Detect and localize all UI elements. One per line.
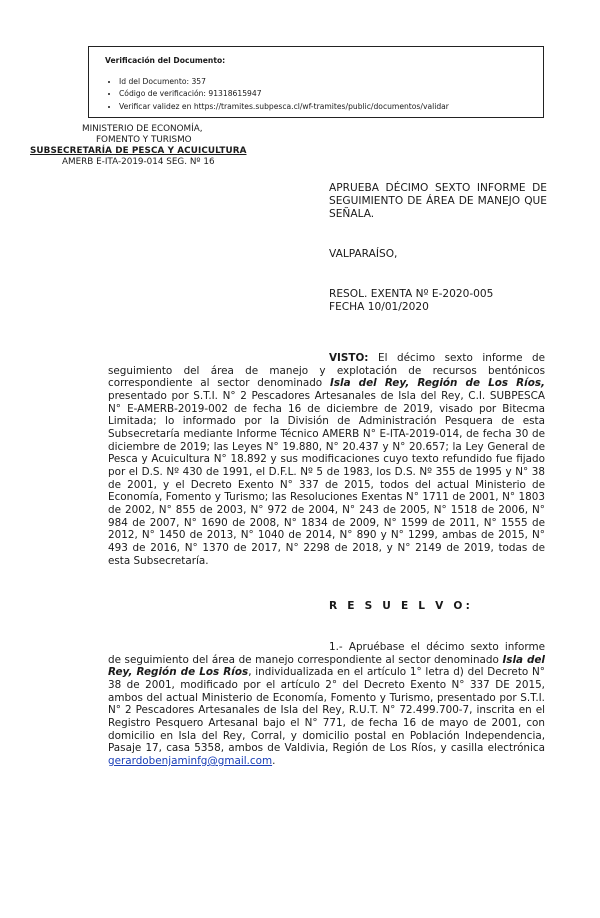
verification-url[interactable]: • Verificar validez en https://tramites.subpesca.cl/wf-tramites/public/documentos/validar bbox=[119, 101, 543, 114]
header-subsecretaria: SUBSECRETARÍA DE PESCA Y ACUICULTURA bbox=[30, 146, 247, 156]
visto-sector-name: Isla del Rey, Región de Los Ríos, bbox=[329, 377, 545, 390]
article-1-text-3: . bbox=[272, 754, 276, 767]
verification-title: Verificación del Documento: bbox=[105, 56, 226, 65]
verification-box bbox=[88, 46, 544, 118]
header-ministerio: MINISTERIO DE ECONOMÍA, bbox=[82, 124, 203, 134]
verification-id: • Id del Documento: 357 bbox=[119, 76, 543, 89]
visto-label: VISTO: bbox=[329, 352, 369, 364]
article-1-text-2: , individualizada en el artículo 1° letra d) del Decreto N° 38 de 2001, modificado por el artículo 2° del Decreto Exento N° 337 DE 2015, ambos del actual Ministerio de Economía, Fomento y Turismo, presentado por S.T.I. N° 2 Pescadores Artesanales de Isla del Rey, R.U.T. N° 72.499.700-7, inscrita en el Registro Pesquero Artesanal bajo el N° 771, de fecha 16 de mayo de 2001, con domicilio en Isla del Rey, Corral, y domicilio postal en Población Independencia, Pasaje 17, casa 5358, ambos de Valdivia, Región de Los Ríos, y casilla electrónica bbox=[108, 666, 545, 755]
resolution-number: RESOL. EXENTA Nº E-2020-005 bbox=[329, 288, 494, 300]
article-1-sector-name: Isla del Rey, Región de Los Ríos bbox=[108, 653, 545, 679]
header-fomento: FOMENTO Y TURISMO bbox=[96, 135, 192, 145]
visto-text-1: El décimo sexto informe de seguimiento del área de manejo y explotación de recursos bentónicos correspondiente al sector denominado bbox=[108, 352, 545, 390]
visto-paragraph bbox=[108, 352, 545, 567]
verification-list bbox=[105, 76, 543, 114]
verification-code: • Código de verificación: 91318615947 bbox=[119, 88, 543, 101]
header-amerb-ref: AMERB E-ITA-2019-014 SEG. Nº 16 bbox=[62, 157, 215, 167]
resuelvo-heading: R E S U E L V O: bbox=[329, 600, 474, 612]
resolution-date: FECHA 10/01/2020 bbox=[329, 301, 429, 313]
resolution-subject: APRUEBA DÉCIMO SEXTO INFORME DE SEGUIMIENTO DE ÁREA DE MANEJO QUE SEÑALA. bbox=[329, 182, 547, 220]
email-link[interactable]: gerardobenjaminfg@gmail.com bbox=[108, 754, 273, 767]
resolution-place: VALPARAÍSO, bbox=[329, 248, 398, 260]
article-1-text-1: 1.- Apruébase el décimo sexto informe de seguimiento del área de manejo correspondiente al sector denominado bbox=[108, 641, 545, 666]
article-1-paragraph bbox=[108, 641, 545, 768]
visto-text-2: presentado por S.T.I. N° 2 Pescadores Artesanales de Isla del Rey, C.I. SUBPESCA N° E-AMERB-2019-002 de fecha 16 de diciembre de 2019, visado por Bitecma Limitada; lo informado por la División de Administración Pesquera de esta Subsecretaría mediante Informe Técnico AMERB N° E-ITA-2019-014, de fecha 30 de diciembre de 2019; las Leyes N° 19.880, N° 20.437 y N° 20.657; la Ley General de Pesca y Acuicultura N° 18.892 y sus modificaciones cuyo texto refundido fue fijado por el D.S. Nº 430 de 1991, el D.F.L. Nº 5 de 1983, los D.S. Nº 355 de 1995 y N° 38 de 2001, y el Decreto Exento N° 337 de 2015, todos del actual Ministerio de Economía, Fomento y Turismo; las Resoluciones Exentas N° 1711 de 2001, N° 1803 de 2002, N° 855 de 2003, N° 972 de 2004, N° 243 de 2005, N° 1518 de 2006, N° 984 de 2007, N° 1690 de 2008, N° 1834 de 2009, N° 1599 de 2011, N° 1555 de 2012, N° 1450 de 2013, N° 1040 de 2014, N° 890 y N° 1299, ambas de 2015, N° 493 de 2016, N° 1370 de 2017, N° 2298 de 2018, y N° 2149 de 2019, todas de esta Subsecretaría. bbox=[108, 389, 545, 567]
